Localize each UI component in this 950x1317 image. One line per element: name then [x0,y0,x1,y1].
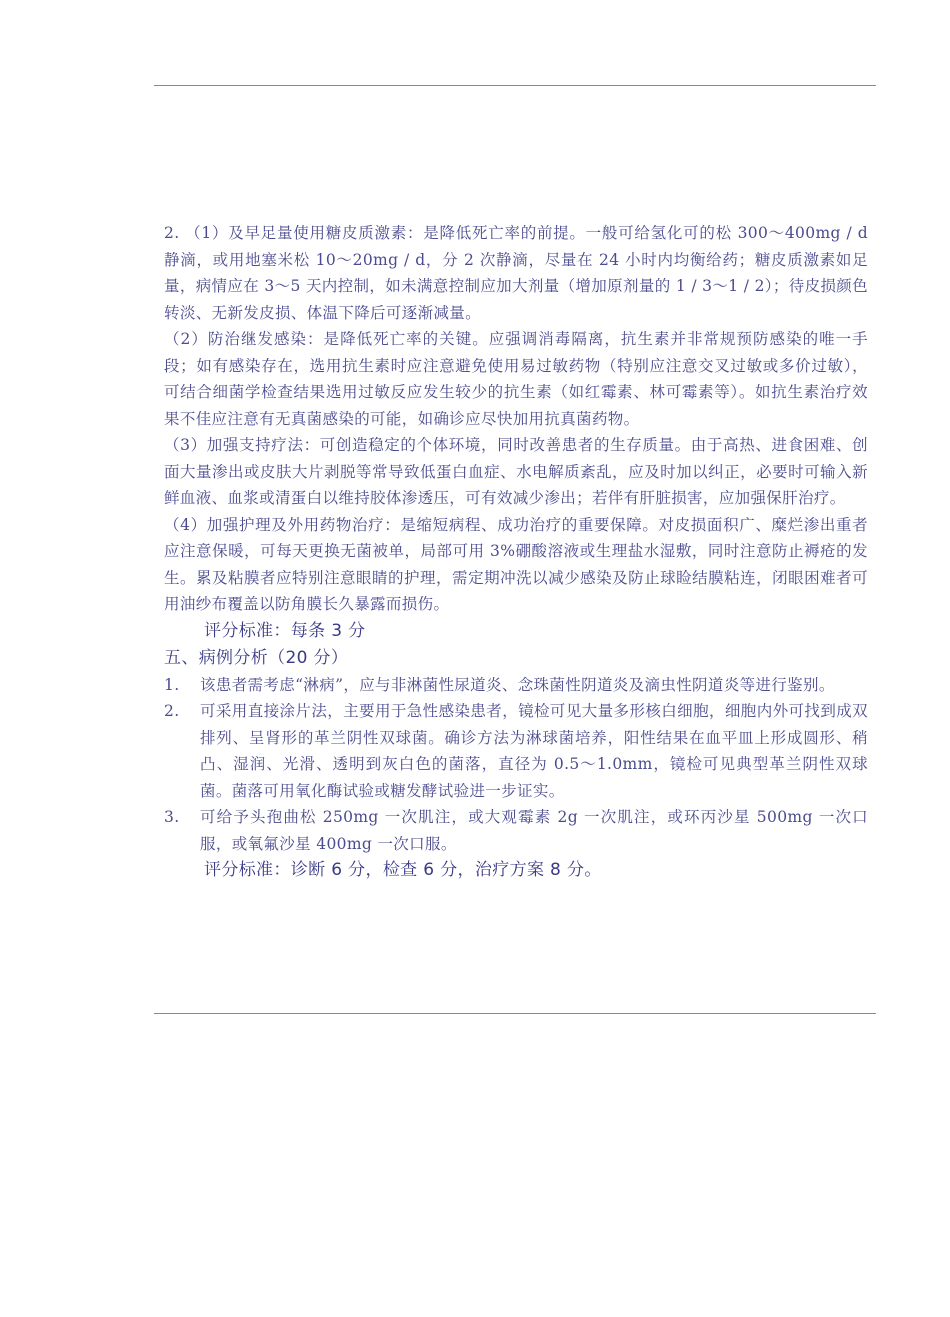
treatment-score-standard: 评分标准：每条 3 分 [204,620,366,641]
list-item-number: 2. [164,702,180,720]
case-analysis-list [164,672,868,858]
footer-rule [154,1013,876,1014]
header-rule [154,85,876,86]
list-item-text: 可采用直接涂片法，主要用于急性感染患者，镜检可见大量多形核白细胞，细胞内外可找到成双排列、呈肾形的革兰阴性双球菌。确诊方法为淋球菌培养，阳性结果在血平皿上形成圆形、稍凸、湿润、光滑、透明到灰白色的菌落，直径为 0.5～1.0mm，镜检可见典型革兰阴性双球菌。菌落可用氧化酶试验或糖发酵试验进一步证实。 [200,702,868,800]
treatment-paragraph-3: （3）加强支持疗法：可创造稳定的个体环境，同时改善患者的生存质量。由于高热、进食困难、创面大量渗出或皮肤大片剥脱等常导致低蛋白血症、水电解质紊乱，应及时加以纠正，必要时可输入新鲜血液、血浆或清蛋白以维持胶体渗透压，可有效减少渗出；若伴有肝脏损害，应加强保肝治疗。 [164,436,868,507]
case-score-standard: 评分标准：诊断 6 分，检查 6 分，治疗方案 8 分。 [204,860,602,880]
answer-content [164,220,868,884]
list-item-text: 可给予头孢曲松 250mg 一次肌注，或大观霉素 2g 一次肌注，或环丙沙星 500mg 一次口服，或氧氟沙星 400mg 一次口服。 [200,808,868,853]
case-analysis-heading: 五、病例分析（20 分） [164,647,349,668]
list-item-number: 1. [164,675,180,694]
list-item [164,804,868,857]
treatment-paragraph-2: （2）防治继发感染：是降低死亡率的关键。应强调消毒隔离，抗生素并非常规预防感染的唯一手段；如有感染存在，选用抗生素时应注意避免使用易过敏药物（特别应注意交叉过敏或多价过敏），可结合细菌学检查结果选用过敏反应发生较少的抗生素（如红霉素、林可霉素等）。如抗生素治疗效果不佳应注意有无真菌感染的可能，如确诊应尽快加用抗真菌药物。 [164,330,868,428]
list-item-text: 该患者需考虑“淋病”，应与非淋菌性尿道炎、念珠菌性阴道炎及滴虫性阴道炎等进行鉴别。 [200,675,835,694]
treatment-paragraph-1: 2. （1）及早足量使用糖皮质激素：是降低死亡率的前提。一般可给氢化可的松 300～400mg / d 静滴，或用地塞米松 10～20mg / d，分 2 次静滴，尽量在 24 小时内均衡给药；糖皮质激素如足量，病情应在 3～5 天内控制，如未满意控制应加大剂量（增加原剂量的 1 / 3～1 / 2）；待皮损颜色转淡、无新发皮损、体温下降后可逐渐减量。 [164,224,868,322]
treatment-paragraph-4: （4）加强护理及外用药物治疗：是缩短病程、成功治疗的重要保障。对皮损面积广、糜烂渗出重者应注意保暖，可每天更换无菌被单，局部可用 3%硼酸溶液或生理盐水湿敷，同时注意防止褥疮的发生。累及粘膜者应特别注意眼睛的护理，需定期冲洗以减少感染及防止球睑结膜粘连，闭眼困难者可用油纱布覆盖以防角膜长久暴露而损伤。 [164,515,868,613]
list-item-number: 3. [164,808,180,826]
list-item [164,672,868,699]
list-item [164,698,868,804]
